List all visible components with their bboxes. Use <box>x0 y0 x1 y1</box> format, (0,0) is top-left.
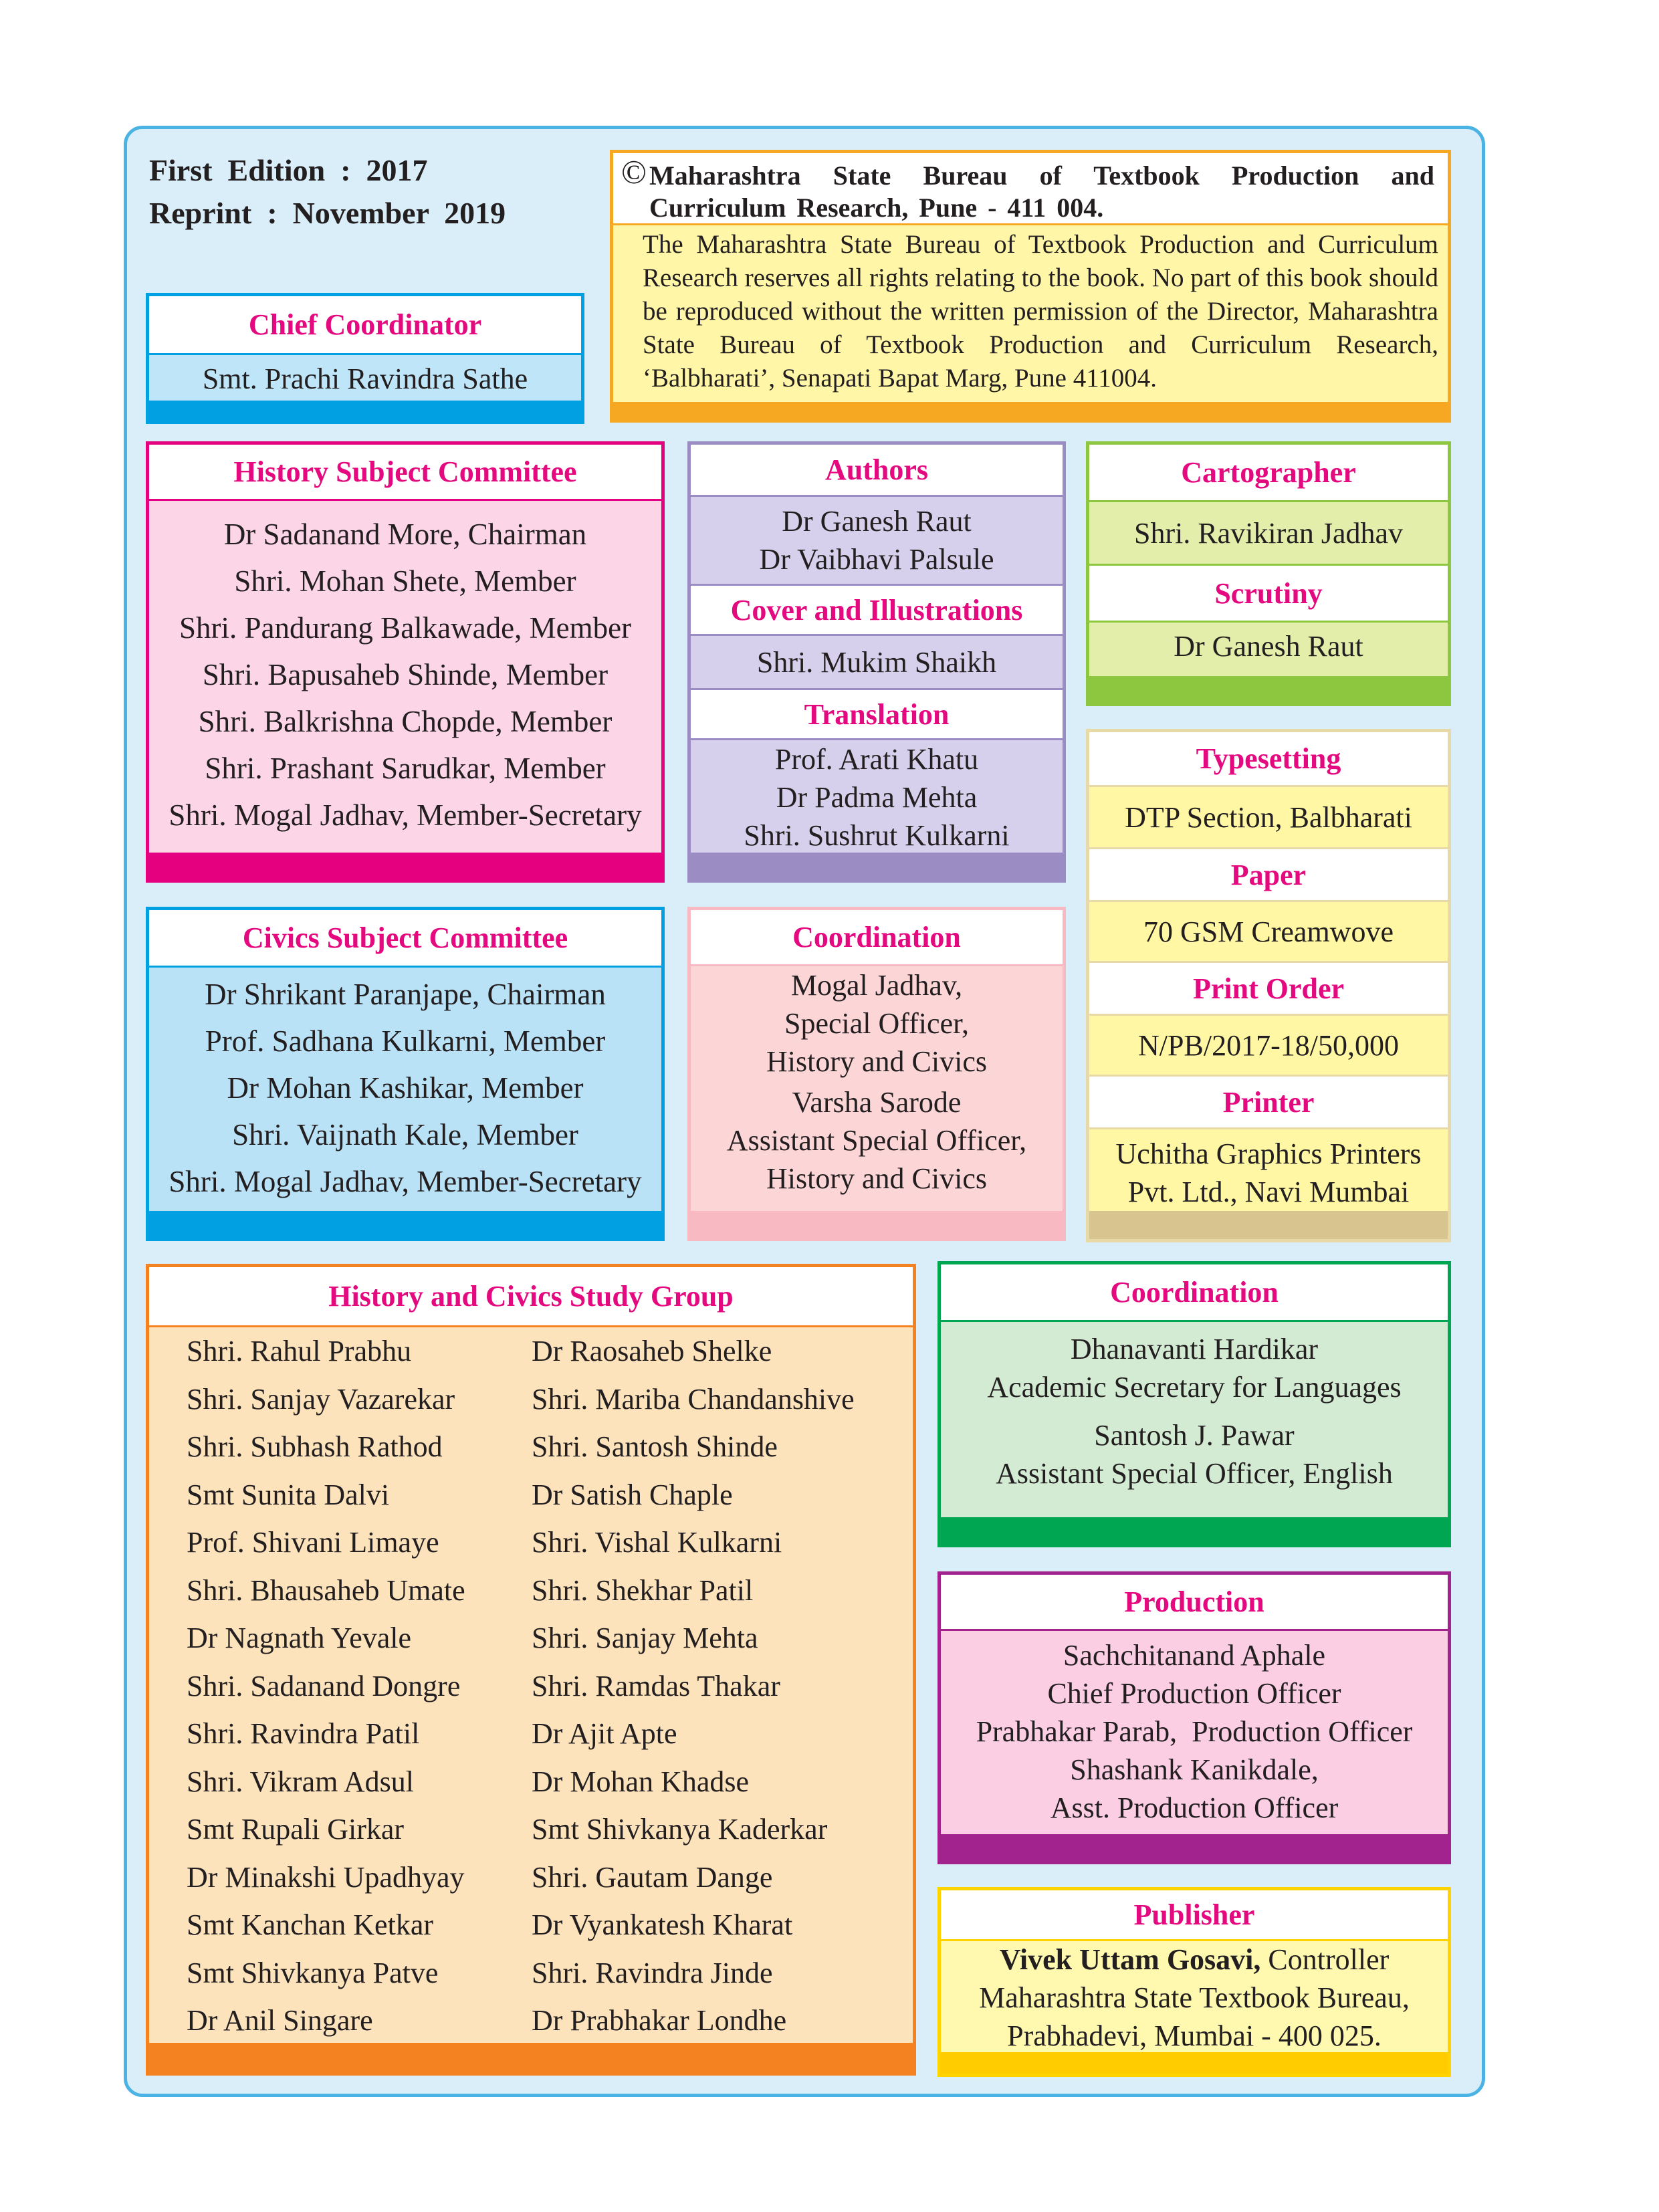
copyright-title-line1: Maharashtra State Bureau of Textbook Production and <box>649 160 1434 191</box>
production-lines <box>941 1631 1448 1832</box>
translation-title: Translation <box>691 688 1063 740</box>
copyright-title-line2: Curriculum Research, Pune - 411 004. <box>649 193 1104 223</box>
member: Prof. Shivani Limaye <box>187 1526 439 1559</box>
member: Shri. Sanjay Mehta <box>532 1622 758 1654</box>
member: Shri. Subhash Rathod <box>187 1430 443 1463</box>
author-name: Dr Vaibhavi Palsule <box>759 543 994 576</box>
publisher-box <box>937 1887 1451 2077</box>
coordinator-line: Santosh J. Pawar <box>1094 1419 1295 1452</box>
scrutiny-name: Dr Ganesh Raut <box>1174 629 1363 663</box>
author-name: Dr Ganesh Raut <box>782 505 972 538</box>
member: Shri. Vikram Adsul <box>187 1765 415 1798</box>
study-group-members <box>149 1327 913 2045</box>
study-group-box <box>146 1264 916 2076</box>
paper-title: Paper <box>1089 847 1448 902</box>
member: Smt Shivkanya Kaderkar <box>532 1813 828 1846</box>
civics-committee-box <box>146 907 665 1241</box>
authors-box <box>687 441 1066 883</box>
history-committee-members <box>149 501 661 849</box>
member: Dr Sadanand More, Chairman <box>223 518 587 551</box>
study-group-right-column <box>532 1327 913 2045</box>
reprint-date: Reprint : November 2019 <box>149 196 506 230</box>
member: Dr Vyankatesh Kharat <box>532 1908 793 1941</box>
publisher-title: Publisher <box>941 1890 1448 1941</box>
civics-committee-members <box>149 968 661 1208</box>
printer-line: Pvt. Ltd., Navi Mumbai <box>1127 1176 1410 1208</box>
publisher-line: Maharashtra State Textbook Bureau, <box>979 1981 1410 2014</box>
member: Shri. Ravindra Jinde <box>532 1956 773 1989</box>
history-committee-box <box>146 441 665 883</box>
member: Shri. Rahul Prabhu <box>187 1335 412 1367</box>
member: Dr Mohan Kashikar, Member <box>227 1071 584 1105</box>
translation-names <box>691 740 1063 854</box>
cartographer-name: Shri. Ravikiran Jadhav <box>1133 516 1404 550</box>
coordination-group-1 <box>691 966 1063 1080</box>
production-title: Production <box>941 1575 1448 1631</box>
translator-name: Dr Padma Mehta <box>776 780 978 814</box>
printer-lines <box>1089 1129 1448 1216</box>
member: Shri. Gautam Dange <box>532 1860 773 1894</box>
typesetting-title: Typesetting <box>1089 732 1448 787</box>
member: Dr Minakshi Upadhyay <box>187 1860 465 1894</box>
copyright-header <box>613 153 1448 225</box>
member: Dr Nagnath Yevale <box>187 1622 412 1654</box>
copyright-box <box>610 150 1451 423</box>
publisher-line: Prabhadevi, Mumbai - 400 025. <box>1007 2019 1381 2052</box>
history-committee-title: History Subject Committee <box>149 445 661 501</box>
print-order-value: N/PB/2017-18/50,000 <box>1138 1028 1399 1062</box>
member: Shri. Sadanand Dongre <box>187 1669 461 1702</box>
coordination-group-2 <box>691 1080 1063 1200</box>
coordination-title: Coordination <box>941 1264 1448 1322</box>
copyright-body: The Maharashtra State Bureau of Textbook Production and Curriculum Research reserves all rights relating to the book. No part of this book should be reproduced without the written permission of the Director, Maharashtra State Bureau of Textbook Production and Curriculum Research, ‘Balbharati’, Senapati Bapat Marg, Pune 411004. <box>643 230 1438 393</box>
production-line: Sachchitanand Aphale <box>1063 1638 1326 1672</box>
production-line: Asst. Production Officer <box>1050 1791 1339 1824</box>
member: Dr Anil Singare <box>187 2004 373 2037</box>
member: Shri. Ramdas Thakar <box>532 1669 780 1702</box>
coordinator-line: Varsha Sarode <box>792 1085 962 1119</box>
member: Shri. Ravindra Patil <box>187 1717 420 1750</box>
member: Shri. Mogal Jadhav, Member-Secretary <box>169 1165 642 1198</box>
printer-line: Uchitha Graphics Printers <box>1115 1137 1422 1170</box>
coordination-group-1 <box>941 1322 1448 1414</box>
production-box <box>937 1571 1451 1864</box>
paper-value: 70 GSM Creamwove <box>1143 915 1394 948</box>
cartographer-title: Cartographer <box>1089 445 1448 502</box>
production-line: Chief Production Officer <box>1047 1676 1341 1710</box>
member: Shri. Prashant Sarudkar, Member <box>205 752 606 785</box>
member: Shri. Bhausaheb Umate <box>187 1573 465 1607</box>
coordinator-line: Special Officer, <box>784 1006 969 1040</box>
member: Shri. Santosh Shinde <box>532 1430 778 1463</box>
member: Prof. Sadhana Kulkarni, Member <box>205 1024 606 1058</box>
cartographer-box <box>1086 441 1451 706</box>
coordinator-line: Assistant Special Officer, <box>726 1123 1027 1157</box>
coordinator-line: Mogal Jadhav, <box>790 968 963 1002</box>
translator-name: Prof. Arati Khatu <box>774 742 979 776</box>
study-group-title: History and Civics Study Group <box>149 1267 913 1327</box>
publisher-name: Vivek Uttam Gosavi, <box>999 1943 1261 1976</box>
copyright-icon: © <box>621 153 647 191</box>
coordination-group-2 <box>941 1414 1448 1495</box>
printer-title: Printer <box>1089 1075 1448 1129</box>
civics-committee-title: Civics Subject Committee <box>149 910 661 968</box>
coordination-box-2 <box>937 1261 1451 1547</box>
member: Smt Rupali Girkar <box>187 1813 405 1846</box>
member: Dr Satish Chaple <box>532 1478 733 1511</box>
cover-name: Shri. Mukim Shaikh <box>756 645 997 679</box>
member: Smt Kanchan Ketkar <box>187 1908 433 1941</box>
coordinator-line: History and Civics <box>766 1044 987 1078</box>
member: Shri. Sanjay Vazarekar <box>187 1382 455 1416</box>
coordinator-line: History and Civics <box>766 1162 987 1195</box>
member: Shri. Shekhar Patil <box>532 1573 754 1607</box>
publisher-role: Controller <box>1260 1943 1390 1976</box>
chief-coordinator-name: Smt. Prachi Ravindra Sathe <box>202 362 528 395</box>
production-line: Prabhakar Parab, Production Officer <box>976 1715 1413 1748</box>
publisher-name-line <box>1000 1941 1390 1979</box>
member: Dr Shrikant Paranjape, Chairman <box>205 978 606 1011</box>
member: Dr Mohan Khadse <box>532 1765 750 1798</box>
member: Shri. Bapusaheb Shinde, Member <box>202 658 609 691</box>
coordinator-line: Academic Secretary for Languages <box>987 1371 1402 1404</box>
member: Shri. Mohan Shete, Member <box>234 564 576 598</box>
member: Smt Sunita Dalvi <box>187 1478 390 1511</box>
publisher-lines <box>941 1941 1448 2054</box>
member: Shri. Vishal Kulkarni <box>532 1526 782 1559</box>
member: Dr Ajit Apte <box>532 1717 677 1750</box>
member: Dr Raosaheb Shelke <box>532 1335 772 1367</box>
print-order-title: Print Order <box>1089 961 1448 1016</box>
coordination-box-1 <box>687 907 1066 1241</box>
authors-title: Authors <box>691 445 1063 497</box>
production-line: Shashank Kanikdale, <box>1070 1753 1319 1786</box>
production-details-box <box>1086 729 1451 1242</box>
typesetting-value: DTP Section, Balbharati <box>1125 800 1412 834</box>
member: Shri. Mariba Chandanshive <box>532 1382 855 1416</box>
coordinator-line: Dhanavanti Hardikar <box>1070 1333 1319 1365</box>
chief-coordinator-box <box>146 293 584 424</box>
authors-names <box>691 497 1063 584</box>
member: Shri. Pandurang Balkawade, Member <box>179 611 632 645</box>
coordinator-line: Assistant Special Officer, English <box>996 1457 1393 1490</box>
translator-name: Shri. Sushrut Kulkarni <box>744 818 1010 852</box>
member: Shri. Vaijnath Kale, Member <box>232 1118 578 1151</box>
first-edition: First Edition : 2017 <box>149 153 428 187</box>
scrutiny-title: Scrutiny <box>1089 564 1448 623</box>
member: Smt Shivkanya Patve <box>187 1956 439 1989</box>
chief-coordinator-title: Chief Coordinator <box>149 296 581 355</box>
study-group-left-column <box>187 1327 532 2045</box>
cover-title: Cover and Illustrations <box>691 584 1063 636</box>
coordination-title: Coordination <box>691 910 1063 966</box>
member: Dr Prabhakar Londhe <box>532 2004 787 2037</box>
member: Shri. Balkrishna Chopde, Member <box>198 705 613 738</box>
member: Shri. Mogal Jadhav, Member-Secretary <box>169 798 642 832</box>
